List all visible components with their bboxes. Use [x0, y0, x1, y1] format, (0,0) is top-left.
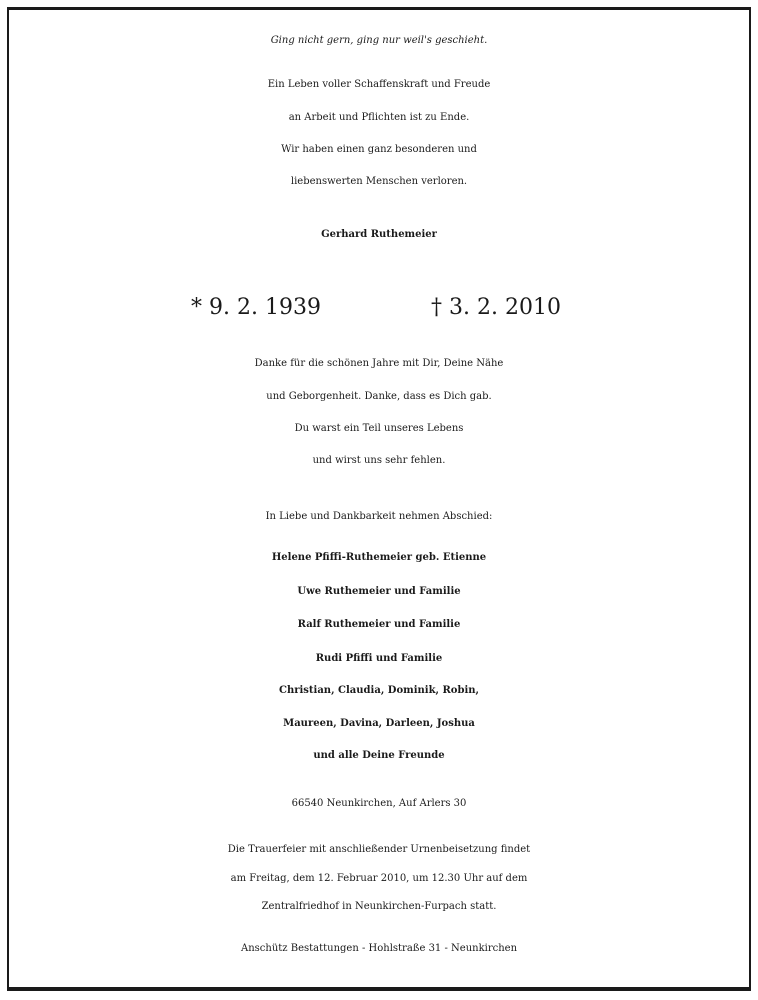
motto: Ging nicht gern, ging nur weil's geschieht. [270, 35, 488, 46]
thanks-line: Du warst ein Teil unseres Lebens [294, 423, 464, 434]
mourner-line: Christian, Claudia, Dominik, Robin, [278, 685, 479, 696]
service-line: am Freitag, dem 12. Februar 2010, um 12.30 Uhr auf dem [230, 873, 528, 884]
mourner-line: Uwe Ruthemeier und Familie [297, 586, 461, 597]
intro-line: Ein Leben voller Schaffenskraft und Freude [267, 79, 491, 90]
deceased-name: Gerhard Ruthemeier [321, 229, 437, 240]
mourner-line: Helene Pfiffi-Ruthemeier geb. Etienne [271, 552, 487, 563]
intro-line: an Arbeit und Pflichten ist zu Ende. [288, 112, 470, 123]
service-line: Zentralfriedhof in Neunkirchen-Furpach statt. [261, 901, 497, 912]
mourner-line: Rudi Pfiffi und Familie [315, 653, 443, 664]
thanks-line: und Geborgenheit. Danke, dass es Dich gab. [266, 391, 492, 402]
thanks-line: Danke für die schönen Jahre mit Dir, Deine Nähe [254, 358, 504, 369]
service-line: Die Trauerfeier mit anschließender Urnenbeisetzung findet [227, 844, 531, 855]
mourner-line: und alle Deine Freunde [313, 750, 445, 761]
mourner-line: Maureen, Davina, Darleen, Joshua [283, 718, 475, 729]
thanks-line: und wirst uns sehr fehlen. [312, 455, 446, 466]
death-date: † 3. 2. 2010 [431, 295, 561, 320]
intro-line: liebenswerten Menschen verloren. [290, 176, 468, 187]
undertaker-line: Anschütz Bestattungen - Hohlstraße 31 - Neunkirchen [240, 943, 518, 954]
birth-date: * 9. 2. 1939 [191, 295, 321, 320]
farewell-intro: In Liebe und Dankbarkeit nehmen Abschied: [265, 511, 493, 522]
intro-line: Wir haben einen ganz besonderen und [281, 144, 477, 155]
family-address: 66540 Neunkirchen, Auf Arlers 30 [291, 798, 467, 809]
mourner-line: Ralf Ruthemeier und Familie [297, 619, 461, 630]
